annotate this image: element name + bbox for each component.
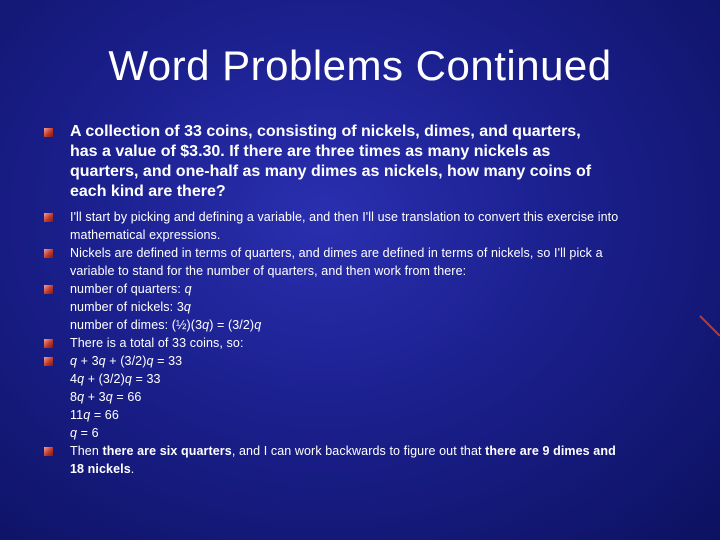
equation-steps [44, 352, 684, 442]
total-text: There is a total of 33 coins, so: [70, 336, 244, 350]
bullet-icon [44, 249, 53, 258]
slide-content [44, 122, 684, 478]
nickels-definition: number of nickels: 3q [70, 300, 191, 314]
equation-line: q + 3q + (3/2)q = 33 [70, 354, 183, 368]
step-line: mathematical expressions. [70, 228, 221, 242]
bullet-icon [44, 357, 53, 366]
problem-line: quarters, and one-half as many dimes as nickels, how many coins of [70, 163, 592, 180]
step-line: variable to stand for the number of quarters, and then work from there: [70, 264, 467, 278]
total-statement [44, 334, 684, 352]
conclusion-line: Then there are six quarters, and I can work backwards to figure out that there are 9 dimes and [70, 444, 616, 458]
step-define-variable [44, 208, 684, 244]
bullet-icon [44, 447, 53, 456]
bullet-icon [44, 285, 53, 294]
equation-line: 11q = 66 [70, 408, 119, 422]
problem-line: has a value of $3.30. If there are three times as many nickels as [70, 143, 551, 160]
conclusion [44, 442, 684, 478]
step-choose-quarters [44, 244, 684, 280]
bullet-icon [44, 128, 53, 137]
conclusion-line: 18 nickels. [70, 462, 135, 476]
step-line: Nickels are defined in terms of quarters, and dimes are defined in terms of nickels, so I'll pick a [70, 246, 603, 260]
slide-title: Word Problems Continued [108, 42, 612, 89]
bullet-icon [44, 339, 53, 348]
bullet-icon [44, 213, 53, 222]
variable-definitions [44, 280, 684, 334]
step-line: I'll start by picking and defining a variable, and then I'll use translation to convert this exercise into [70, 210, 619, 224]
problem-statement [44, 122, 684, 202]
decorative-line [699, 315, 720, 336]
problem-line: A collection of 33 coins, consisting of nickels, dimes, and quarters, [70, 123, 581, 140]
equation-line: 4q + (3/2)q = 33 [70, 372, 161, 386]
dimes-definition: number of dimes: (½)(3q) = (3/2)q [70, 318, 262, 332]
problem-line: each kind are there? [70, 183, 226, 200]
equation-line: q = 6 [70, 426, 99, 440]
equation-line: 8q + 3q = 66 [70, 390, 142, 404]
quarters-definition: number of quarters: q [70, 282, 192, 296]
